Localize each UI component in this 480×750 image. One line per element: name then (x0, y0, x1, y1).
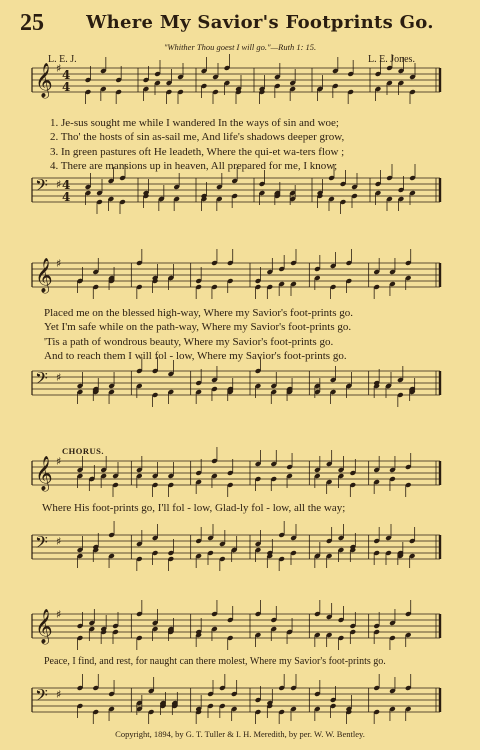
bass-clef: 𝄢 (35, 685, 48, 709)
lyric-line: 3. In green pastures oft He leadeth, Where the qui-et wa-ters flow ; (50, 145, 345, 158)
bass-staff (32, 674, 440, 724)
epigraph: "Whither Thou goest I will go."—Ruth 1: 15. (163, 42, 317, 52)
lyric-line: 4. There are mansions up in heaven, All prepared for me, I know; (50, 159, 338, 172)
treble-staff (32, 600, 440, 650)
verse-lyrics-first-half (50, 116, 344, 173)
hymn-title: Where My Savior's Footprints Go. (86, 12, 434, 33)
key-signature: ♯ (56, 371, 62, 384)
bass-clef: 𝄢 (35, 532, 48, 556)
key-signature: ♯ (56, 688, 62, 701)
key-signature: ♯ (56, 178, 62, 191)
treble-clef: 𝄞 (35, 609, 53, 644)
lyric-line: Where His foot-prints go, I'll fol - low, Glad-ly fol - low, all the way; (42, 502, 346, 514)
composer-credit: L. E. Jones. (368, 54, 415, 65)
key-signature: ♯ (56, 257, 62, 270)
treble-clef: 𝄞 (35, 63, 53, 98)
page-number: 25 (20, 10, 44, 36)
copyright-footer: Copyright, 1894, by G. T. Tuller & I. H. Meredith, by per. W. W. Bentley. (115, 729, 365, 739)
chorus-label: CHORUS. (62, 446, 104, 456)
time-signature: 4 (62, 190, 71, 204)
treble-clef: 𝄞 (35, 258, 53, 293)
time-signature: 4 (62, 80, 71, 94)
bass-staff (32, 521, 440, 571)
chorus-lyrics (44, 655, 386, 669)
key-signature: ♯ (56, 535, 62, 548)
bass-clef: 𝄢 (35, 175, 48, 199)
lyric-line: 2. Tho' the hosts of sin as-sail me, And life's shadows deeper grow, (50, 131, 345, 144)
key-signature: ♯ (56, 62, 62, 75)
lyric-line: 'Tis a path of wondrous beauty, Where my Savior's foot-prints go. (44, 335, 334, 348)
treble-clef: 𝄞 (35, 456, 53, 491)
lyricist-credit: L. E. J. (48, 54, 77, 65)
key-signature: ♯ (56, 608, 62, 621)
lyric-line: And to reach them I will fol - low, Where my Savior's foot-prints go. (44, 349, 347, 362)
lyric-line: Placed me on the blessed high-way, Where my Savior's foot-prints go. (44, 307, 353, 319)
chorus-lyrics (42, 501, 345, 515)
treble-staff (32, 54, 440, 104)
bass-staff (32, 357, 440, 407)
lyric-line: Yet I'm safe while on the path-way, Where my Savior's foot-prints go. (44, 321, 352, 334)
lyric-line: 1. Je-sus sought me while I wandered In the ways of sin and woe; (50, 117, 339, 129)
bass-clef: 𝄢 (35, 368, 48, 392)
lyric-line: Peace, I find, and rest, for naught can there molest, Where my Savior's foot-prints go. (44, 656, 386, 667)
time-signature: 4 (62, 178, 71, 192)
time-signature: 4 (62, 68, 71, 82)
verse-lyrics-second-half (44, 306, 353, 363)
treble-staff (32, 249, 440, 299)
key-signature: ♯ (56, 455, 62, 468)
